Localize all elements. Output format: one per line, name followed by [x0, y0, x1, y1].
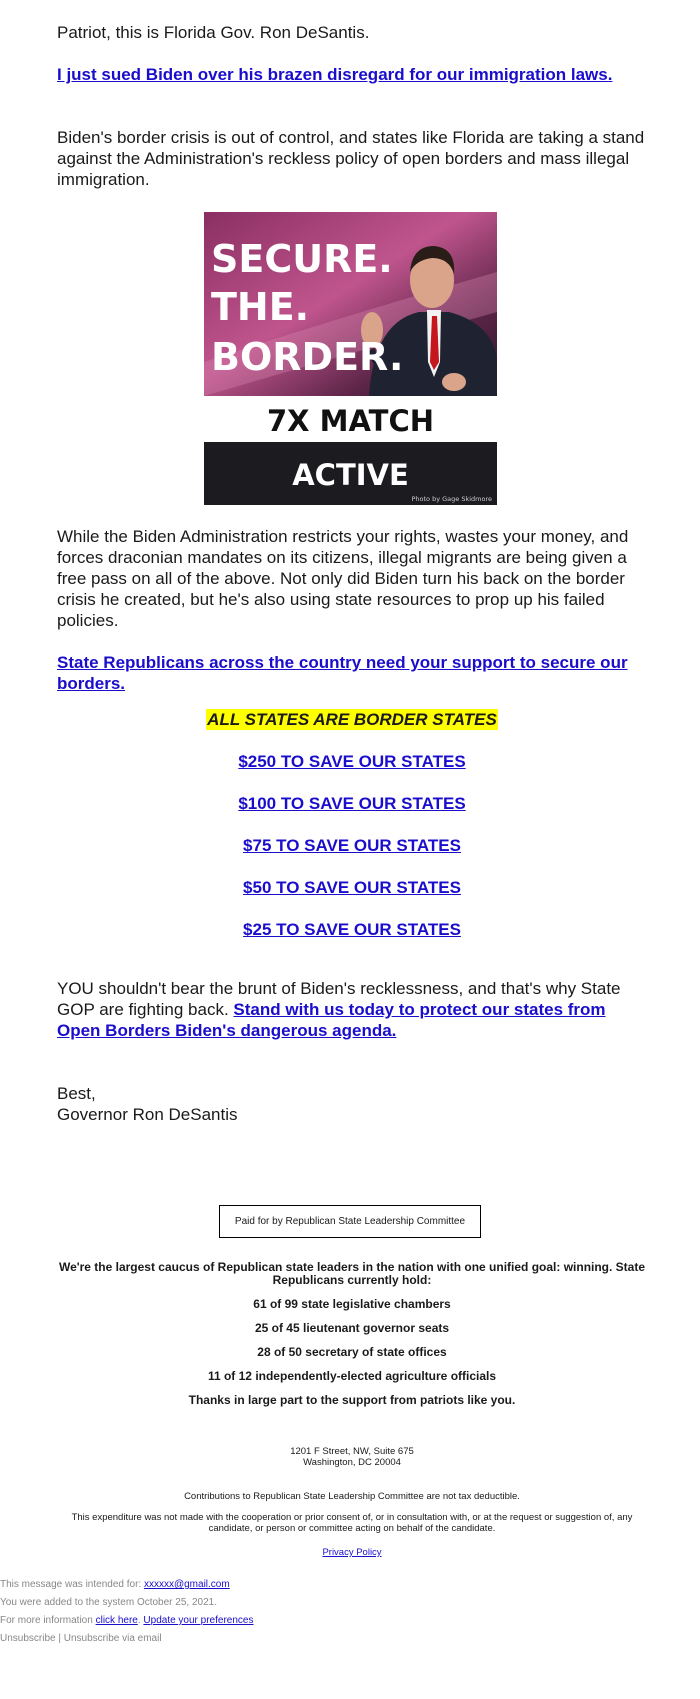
hero-line-3: BORDER.: [211, 335, 404, 379]
more-info-line: [0, 1615, 253, 1627]
support-link[interactable]: State Republicans across the country need your support to secure our borders.: [57, 653, 628, 693]
headline-link[interactable]: I just sued Biden over his brazen disregard for our immigration laws.: [57, 65, 613, 84]
donate-50-link[interactable]: $50 TO SAVE OUR STATES: [243, 878, 461, 897]
added-line: You were added to the system October 25, 2021.: [0, 1597, 217, 1608]
stat-agriculture: 11 of 12 independently-elected agriculture officials: [207, 1369, 497, 1383]
recipient-email-link[interactable]: xxxxxx@gmail.com: [143, 1579, 230, 1590]
privacy-row: [57, 1547, 647, 1558]
click-here-link[interactable]: click here: [95, 1615, 138, 1626]
greeting: Patriot, this is Florida Gov. Ron DeSantis.: [57, 23, 370, 42]
hero-line-1: SECURE.: [211, 237, 393, 281]
intended-label: This message was intended for:: [0, 1579, 144, 1590]
donate-250-link[interactable]: $250 TO SAVE OUR STATES: [238, 752, 466, 771]
tax-disclaimer: Contributions to Republican State Leadership Committee are not tax deductible.: [184, 1491, 520, 1502]
donate-75-link[interactable]: $75 TO SAVE OUR STATES: [243, 836, 461, 855]
paid-for-text: Paid for by Republican State Leadership Committee: [234, 1216, 466, 1227]
closing-paragraph: [57, 978, 647, 1041]
separator: .: [137, 1615, 144, 1626]
stat-legislative: 61 of 99 state legislative chambers: [253, 1297, 451, 1311]
active-label: ACTIVE: [292, 458, 409, 492]
hero-line-2: THE.: [211, 285, 310, 329]
body-paragraph: While the Biden Administration restricts your rights, wastes your money, and forces draconian mandates on its citizens, illegal migrants are being given a free pass on all of the above. Not only did Biden turn his back on the border crisis he created, but he's also using state resources to prop up his failed policies.: [57, 527, 629, 630]
update-preferences-link[interactable]: Update your preferences: [143, 1615, 254, 1626]
unsubscribe-line[interactable]: Unsubscribe | Unsubscribe via email: [0, 1633, 162, 1644]
donate-25-link[interactable]: $25 TO SAVE OUR STATES: [243, 920, 461, 939]
intro-paragraph: Biden's border crisis is out of control, and states like Florida are taking a stand against the Administration's reckless policy of open borders and mass illegal immigration.: [57, 128, 645, 189]
caucus-intro: We're the largest caucus of Republican state leaders in the nation with one unified goal: winning. State Republicans currently hold:: [58, 1260, 646, 1287]
more-info-label: For more information: [0, 1615, 96, 1626]
intended-for-line: [0, 1579, 230, 1591]
signoff: Best,: [57, 1084, 96, 1103]
stand-with-us-link[interactable]: Stand with us today to protect our states from Open Borders Biden's dangerous agenda.: [57, 1000, 606, 1040]
stat-lt-governor: 25 of 45 lieutenant governor seats: [254, 1321, 450, 1335]
thanks-line: Thanks in large part to the support from patriots like you.: [188, 1393, 516, 1407]
match-label: 7X MATCH: [266, 404, 435, 438]
stat-secretary-of-state: 28 of 50 secretary of state offices: [257, 1345, 447, 1359]
address-line-1: 1201 F Street, NW, Suite 675: [290, 1446, 414, 1457]
expenditure-disclaimer: This expenditure was not made with the cooperation or prior consent of, or in consultation with, or at the request or suggestion of, any candidate, or person or committee acting on behalf of the candidate.: [71, 1512, 633, 1534]
signature: Governor Ron DeSantis: [57, 1105, 238, 1124]
border-states-highlight: ALL STATES ARE BORDER STATES: [207, 710, 497, 729]
secure-the-border-image[interactable]: [204, 212, 497, 505]
photo-credit: Photo by Gage Skidmore: [411, 495, 492, 503]
highlight-row: [57, 710, 647, 730]
address-line-2: Washington, DC 20004: [303, 1457, 401, 1468]
closing-text: YOU shouldn't bear the brunt of Biden's recklessness, and that's why State GOP are fighting back.: [57, 979, 621, 1019]
support-paragraph: [57, 652, 647, 694]
paid-for-box: [219, 1205, 481, 1238]
headline-paragraph: [57, 64, 647, 85]
donate-100-link[interactable]: $100 TO SAVE OUR STATES: [238, 794, 466, 813]
privacy-policy-link[interactable]: Privacy Policy: [322, 1547, 382, 1558]
